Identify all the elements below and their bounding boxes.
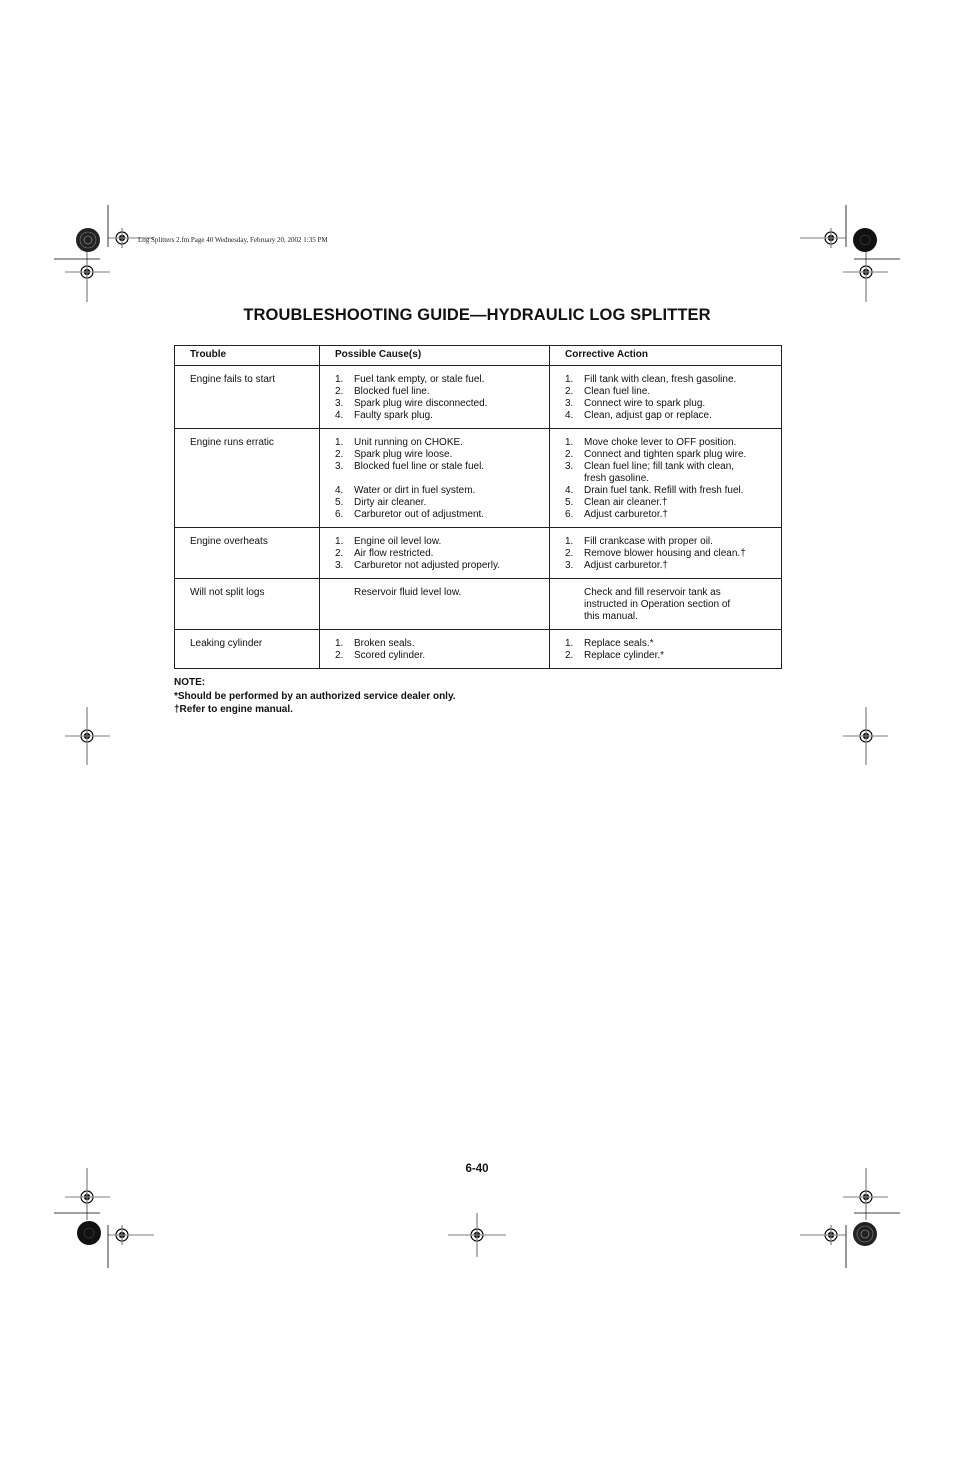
list-item: 3. Clean fuel line; fill tank with clean, fresh gasoline. bbox=[565, 461, 735, 484]
table-row bbox=[175, 429, 782, 528]
page-number: 6-40 bbox=[465, 1163, 489, 1175]
column-header-trouble: Trouble bbox=[175, 346, 320, 366]
list-item: 1. Broken seals. bbox=[335, 638, 415, 649]
table-row bbox=[175, 630, 782, 669]
action-text: Check and fill reservoir tank as instructed in Operation section of this manual. bbox=[584, 587, 731, 622]
list-item: 2. Replace cylinder.* bbox=[565, 650, 665, 661]
table-row bbox=[175, 366, 782, 429]
list-item: 3. Spark plug wire disconnected. bbox=[335, 398, 488, 409]
causes-cell bbox=[320, 429, 550, 528]
cause-text: Reservoir fluid level low. bbox=[354, 587, 462, 598]
actions-cell bbox=[550, 429, 782, 528]
note-line: *Should be performed by an authorized service dealer only. bbox=[174, 690, 456, 702]
list-item: 1. Fill crankcase with proper oil. bbox=[565, 536, 713, 547]
list-item: 3. Blocked fuel line or stale fuel. bbox=[335, 461, 485, 472]
list-item: 1. Unit running on CHOKE. bbox=[335, 437, 463, 448]
file-header: Log Splitters 2.fm Page 40 Wednesday, February 20, 2002 1:35 PM bbox=[138, 236, 328, 244]
list-item: 1. Engine oil level low. bbox=[335, 536, 442, 547]
list-item: 2. Clean fuel line. bbox=[565, 386, 651, 397]
list-item: 1. Fuel tank empty, or stale fuel. bbox=[335, 374, 485, 385]
list-item: 6. Carburetor out of adjustment. bbox=[335, 509, 485, 520]
list-item: 2. Scored cylinder. bbox=[335, 650, 426, 661]
trouble-cell: Will not split logs bbox=[175, 579, 320, 630]
list-item: 2. Blocked fuel line. bbox=[335, 386, 430, 397]
list-item: 4. Faulty spark plug. bbox=[335, 410, 433, 421]
causes-cell bbox=[320, 630, 550, 669]
note-heading: NOTE: bbox=[174, 677, 206, 688]
actions-cell bbox=[550, 528, 782, 579]
trouble-cell: Leaking cylinder bbox=[175, 630, 320, 669]
list-item: 3. Connect wire to spark plug. bbox=[565, 398, 706, 409]
list-item: 1. Replace seals.* bbox=[565, 638, 654, 649]
list-item: 2. Connect and tighten spark plug wire. bbox=[565, 449, 747, 460]
list-item: 4. Drain fuel tank. Refill with fresh fuel. bbox=[565, 485, 744, 496]
table-row bbox=[175, 579, 782, 630]
list-item: 6. Adjust carburetor.† bbox=[565, 509, 668, 520]
trouble-cell: Engine fails to start bbox=[175, 366, 320, 429]
causes-cell bbox=[320, 366, 550, 429]
troubleshooting-table bbox=[174, 345, 782, 669]
table-row bbox=[175, 528, 782, 579]
actions-cell bbox=[550, 366, 782, 429]
list-item: 4. Clean, adjust gap or replace. bbox=[565, 410, 712, 421]
list-item: 2. Spark plug wire loose. bbox=[335, 449, 453, 460]
trouble-cell: Engine runs erratic bbox=[175, 429, 320, 528]
actions-cell bbox=[550, 579, 782, 630]
list-item: 5. Clean air cleaner.† bbox=[565, 497, 668, 508]
list-item: 1. Fill tank with clean, fresh gasoline. bbox=[565, 374, 737, 385]
notes-block bbox=[174, 676, 456, 717]
list-item: 1. Move choke lever to OFF position. bbox=[565, 437, 737, 448]
list-item: 2. Remove blower housing and clean.† bbox=[565, 548, 746, 559]
page-title: TROUBLESHOOTING GUIDE—HYDRAULIC LOG SPLITTER bbox=[243, 306, 711, 324]
column-header-action: Corrective Action bbox=[550, 346, 782, 366]
list-item: 2. Air flow restricted. bbox=[335, 548, 434, 559]
actions-cell bbox=[550, 630, 782, 669]
trouble-cell: Engine overheats bbox=[175, 528, 320, 579]
list-item: 3. Carburetor not adjusted properly. bbox=[335, 560, 501, 571]
list-item: 4. Water or dirt in fuel system. bbox=[335, 485, 476, 496]
causes-cell bbox=[320, 579, 550, 630]
list-item: 5. Dirty air cleaner. bbox=[335, 497, 427, 508]
note-line: †Refer to engine manual. bbox=[174, 704, 293, 715]
table-header-row bbox=[175, 346, 782, 366]
column-header-causes: Possible Cause(s) bbox=[320, 346, 550, 366]
list-item: 3. Adjust carburetor.† bbox=[565, 560, 668, 571]
causes-cell bbox=[320, 528, 550, 579]
